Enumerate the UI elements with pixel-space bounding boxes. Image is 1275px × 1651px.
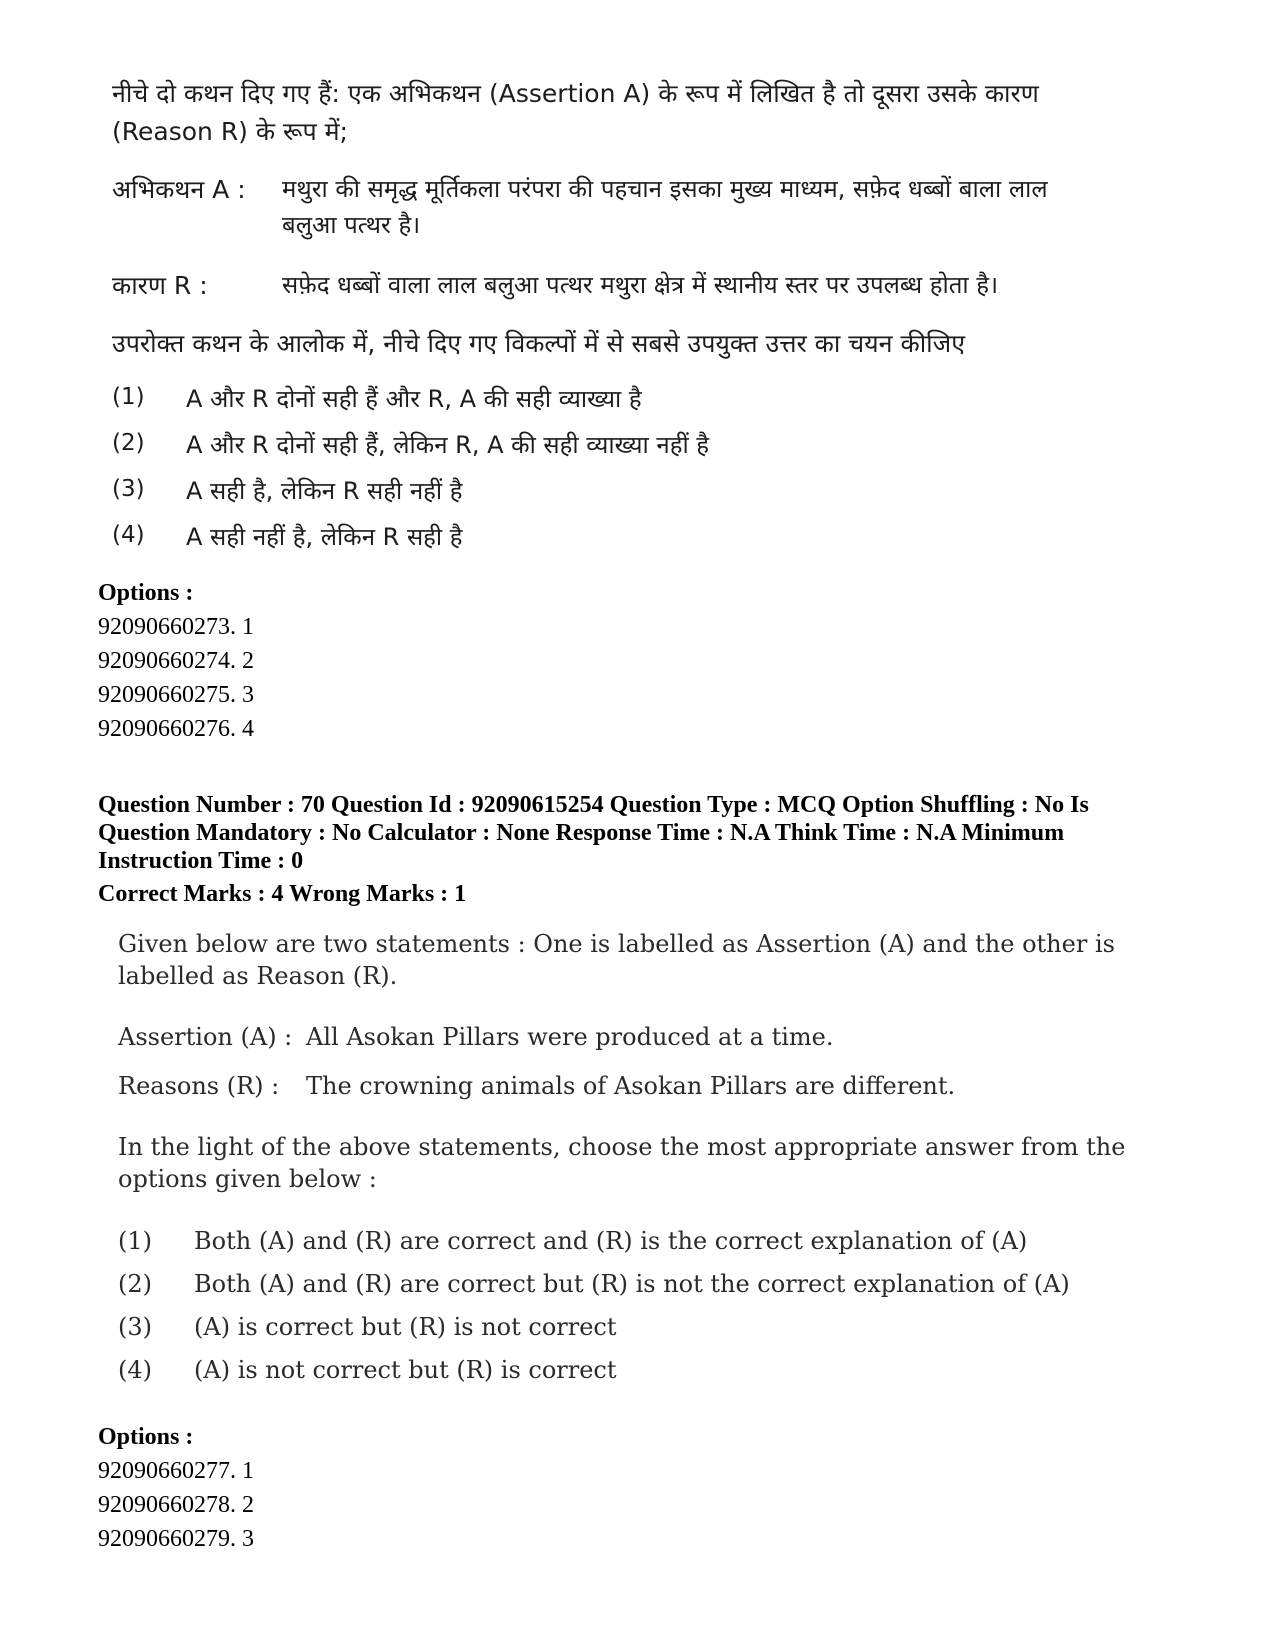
english-choice-num: (4) <box>118 1356 152 1384</box>
english-choice-num: (2) <box>118 1270 152 1298</box>
option-item: 92090660273. 1 <box>98 614 254 640</box>
hindi-reason-text: सफ़ेद धब्बों वाला लाल बलुआ पत्थर मथुरा क्षेत्र में स्थानीय स्तर पर उपलब्ध होता है। <box>282 271 999 299</box>
hindi-intro-line1: नीचे दो कथन दिए गए हैं: एक अभिकथन (Assertion A) के रूप में लिखित है तो दूसरा उसके कारण <box>112 79 1039 108</box>
english-reason-text: The crowning animals of Asokan Pillars are different. <box>306 1072 956 1100</box>
hindi-choice-num: (4) <box>112 522 145 548</box>
option-item: 92090660274. 2 <box>98 648 254 674</box>
option-item: 92090660276. 4 <box>98 716 254 742</box>
hindi-instruction: उपरोक्त कथन के आलोक में, नीचे दिए गए विकल्पों में से सबसे उपयुक्त उत्तर का चयन कीजिए <box>112 329 966 358</box>
hindi-choice-num: (2) <box>112 430 145 456</box>
english-instruction-line2: options given below : <box>118 1165 377 1193</box>
question-meta-line2: Question Mandatory : No Calculator : None Response Time : N.A Think Time : N.A Minimum <box>98 820 1065 846</box>
hindi-choice-text: A सही है, लेकिन R सही नहीं है <box>186 477 463 505</box>
option-item: 92090660277. 1 <box>98 1458 254 1484</box>
english-intro-line1: Given below are two statements : One is labelled as Assertion (A) and the other is <box>118 930 1115 958</box>
english-choice-text: (A) is not correct but (R) is correct <box>194 1356 617 1384</box>
english-intro-line2: labelled as Reason (R). <box>118 962 398 990</box>
english-assertion-text: All Asokan Pillars were produced at a time. <box>306 1023 834 1051</box>
english-question-image <box>0 920 1275 1390</box>
english-choice-text: Both (A) and (R) are correct but (R) is not the correct explanation of (A) <box>194 1270 1070 1298</box>
hindi-choice-num: (1) <box>112 384 145 410</box>
english-reason-label: Reasons (R) : <box>118 1072 280 1100</box>
option-item: 92090660279. 3 <box>98 1526 254 1552</box>
hindi-assertion-line1: मथुरा की समृद्ध मूर्तिकला परंपरा की पहचान इसका मुख्य माध्यम, सफ़ेद धब्बों बाला लाल <box>282 175 1048 203</box>
hindi-choice-text: A और R दोनों सही हैं, लेकिन R, A की सही व्याख्या नहीं है <box>186 431 710 459</box>
hindi-choice-text: A सही नहीं है, लेकिन R सही है <box>186 523 463 551</box>
english-instruction-line1: In the light of the above statements, choose the most appropriate answer from the <box>118 1133 1126 1161</box>
hindi-question-image <box>0 0 1275 560</box>
hindi-intro-line2: (Reason R) के रूप में; <box>112 117 348 146</box>
option-item: 92090660275. 3 <box>98 682 254 708</box>
hindi-assertion-line2: बलुआ पत्थर है। <box>282 211 421 239</box>
hindi-reason-label: कारण R : <box>112 271 208 300</box>
english-choice-num: (3) <box>118 1313 152 1341</box>
options-title: Options : <box>98 580 194 606</box>
options-title: Options : <box>98 1424 194 1450</box>
english-choice-text: (A) is correct but (R) is not correct <box>194 1313 617 1341</box>
english-choice-text: Both (A) and (R) are correct and (R) is the correct explanation of (A) <box>194 1227 1028 1255</box>
english-choice-num: (1) <box>118 1227 152 1255</box>
english-assertion-label: Assertion (A) : <box>118 1023 293 1051</box>
hindi-assertion-label: अभिकथन A : <box>112 175 246 204</box>
question-marks: Correct Marks : 4 Wrong Marks : 1 <box>98 881 467 907</box>
question-meta-line3: Instruction Time : 0 <box>98 848 304 874</box>
option-item: 92090660278. 2 <box>98 1492 254 1518</box>
question-meta-line1: Question Number : 70 Question Id : 92090615254 Question Type : MCQ Option Shuffling : No Is <box>98 792 1089 818</box>
hindi-choice-text: A और R दोनों सही हैं और R, A की सही व्याख्या है <box>186 385 642 413</box>
hindi-choice-num: (3) <box>112 476 145 502</box>
